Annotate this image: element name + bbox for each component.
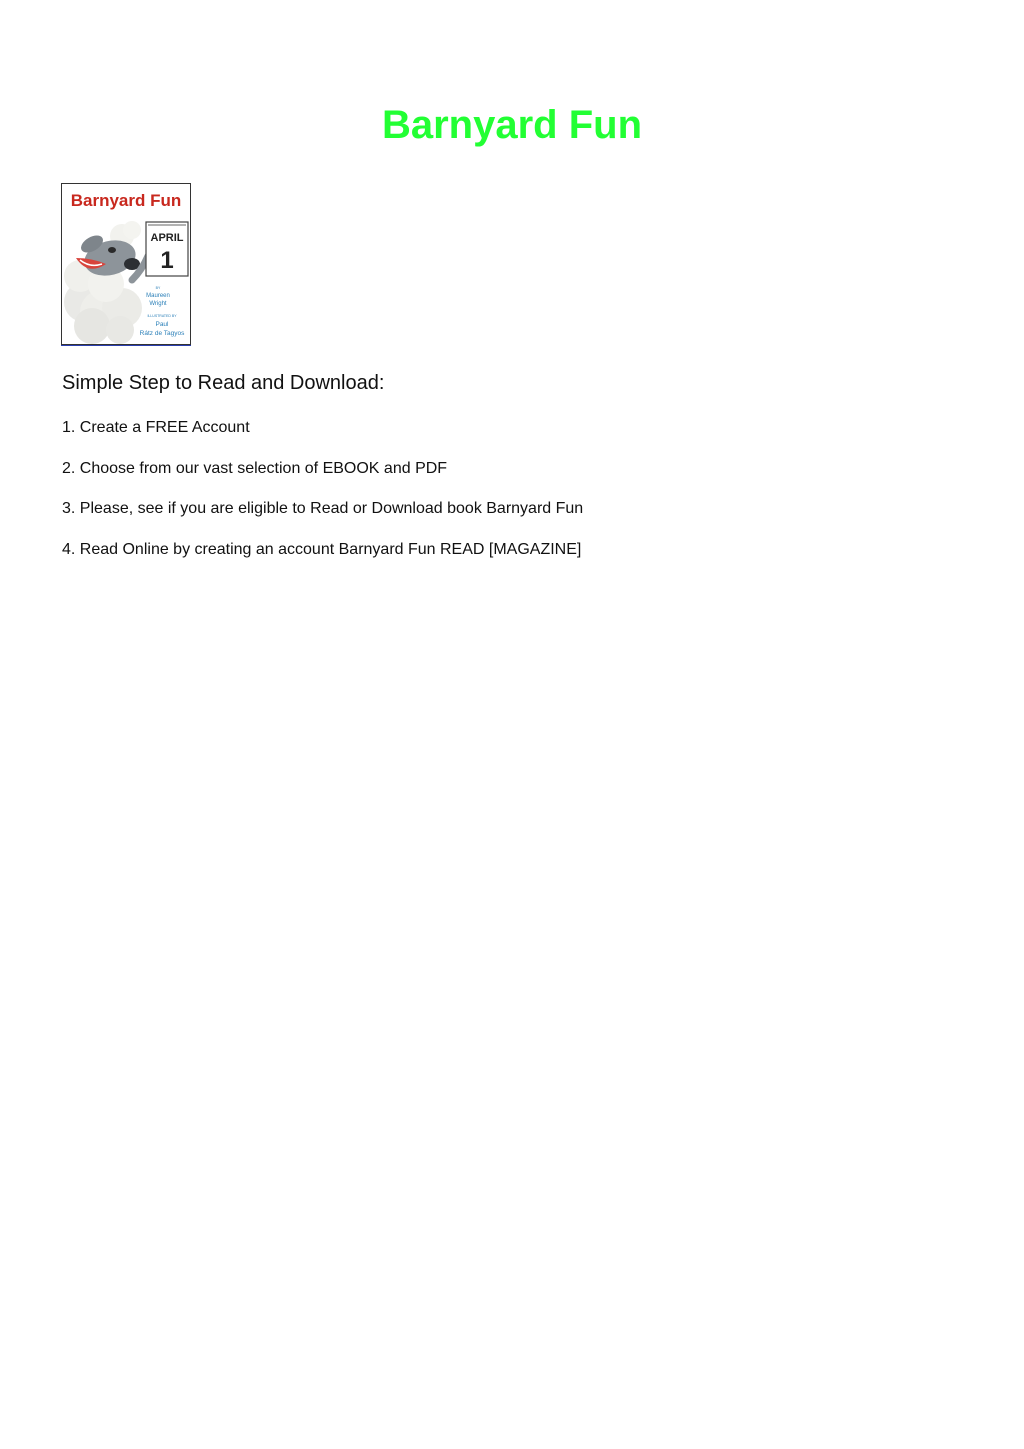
cover-credit-line: Rátz de Tagyos [139, 330, 185, 337]
page-title: Barnyard Fun [381, 103, 643, 147]
step-item: 1. Create a FREE Account [62, 419, 250, 436]
cover-credit-line: ILLUSTRATED BY [147, 314, 177, 318]
steps-list [62, 418, 583, 580]
cover-credit-line: Maureen [146, 293, 170, 299]
book-cover [61, 183, 191, 345]
book-cover-link[interactable] [61, 183, 191, 347]
svg-text:1: 1 [160, 247, 174, 274]
cover-credit-line: Paul [155, 321, 169, 328]
step-item: 4. Read Online by creating an account Barnyard Fun READ [MAGAZINE] [62, 540, 582, 558]
step-item: 3. Please, see if you are eligible to Read or Download book Barnyard Fun [62, 500, 584, 517]
cover-title-logo: Barnyard Fun [70, 191, 182, 210]
cover-credit-line: Wright [149, 301, 167, 307]
step-item: 2. Choose from our vast selection of EBOOK and PDF [62, 459, 448, 477]
calendar-illustration [146, 222, 188, 276]
book-cover-illustration [62, 184, 190, 344]
cover-credit-line: BY [155, 286, 161, 290]
svg-text:APRIL: APRIL [150, 232, 184, 244]
cover-link-underline [61, 345, 191, 346]
section-heading: Simple Step to Read and Download: [62, 372, 385, 394]
